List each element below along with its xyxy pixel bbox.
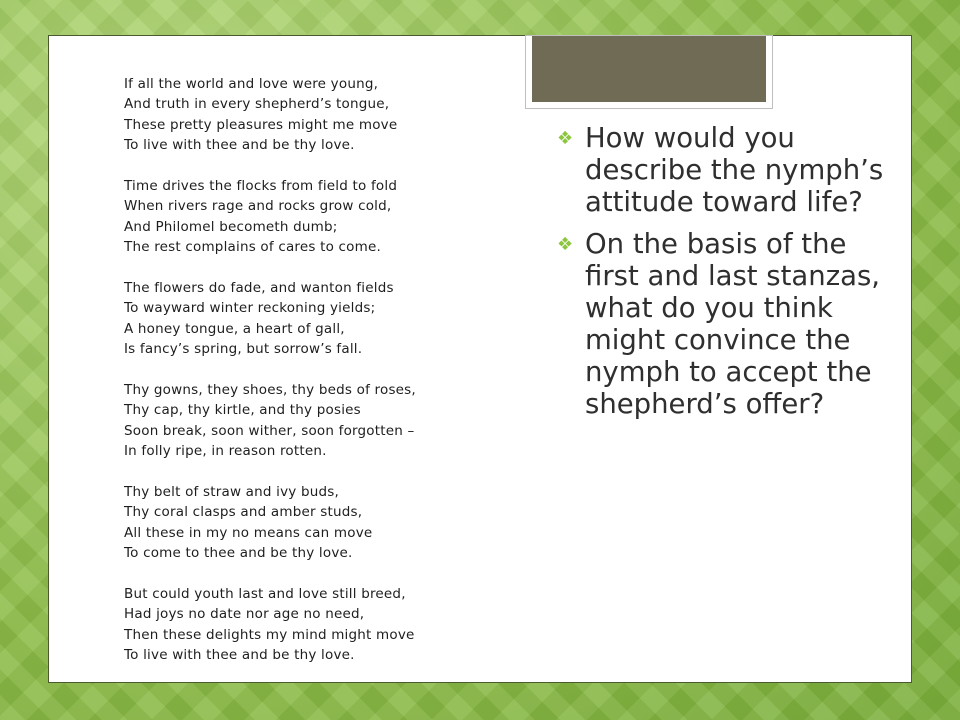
stanza [124,584,504,666]
poem-line: In folly ripe, in reason rotten. [124,443,327,460]
poem-line: Thy coral clasps and amber studs, [124,504,363,521]
poem-line: To live with thee and be thy love. [124,137,355,154]
stanza [124,482,504,564]
title-tab [526,36,772,108]
poem-line: All these in my no means can move [124,524,373,541]
slide [48,35,912,683]
poem-line: Is fancy’s spring, but sorrow’s fall. [124,341,363,358]
leaf-bullet-icon: ❖ [557,234,574,255]
question-item [557,122,887,218]
poem-line: If all the world and love were young, [124,76,379,92]
poem-line: Thy gowns, they shoes, thy beds of roses, [124,382,416,399]
poem-line: A honey tongue, a heart of gall, [124,320,345,337]
poem-line: These pretty pleasures might me move [124,116,398,133]
poem-line: To come to thee and be thy love. [124,545,353,562]
poem-line: Had joys no date nor age no need, [124,606,365,623]
poem-line: When rivers rage and rocks grow cold, [124,198,392,215]
stanza [124,74,504,156]
poem-line: Thy belt of straw and ivy buds, [124,484,340,501]
poem-line: The rest complains of cares to come. [124,239,381,256]
poem-line: To live with thee and be thy love. [124,647,355,664]
stanza [124,176,504,258]
question-text: How would you describe the nymph’s attitude toward life? [585,122,884,218]
question-item [557,228,887,420]
leaf-bullet-icon: ❖ [557,128,574,149]
poem-text [124,74,504,686]
poem-line: Time drives the flocks from field to fold [124,178,398,195]
poem-line: To wayward winter reckoning yields; [124,300,376,317]
poem-line: Thy cap, thy kirtle, and thy posies [124,402,361,419]
poem-line: Soon break, soon wither, soon forgotten – [124,422,415,439]
question-list [557,122,887,430]
poem-line: And truth in every shepherd’s tongue, [124,96,390,113]
poem-line: But could youth last and love still breed, [124,586,406,603]
poem-line: The flowers do fade, and wanton fields [124,280,394,297]
stanza [124,380,504,462]
question-text: On the basis of the first and last stanzas, what do you think might convince the nymph to accept the shepherd’s offer? [585,228,881,420]
poem-line: And Philomel becometh dumb; [124,218,338,235]
stanza [124,278,504,360]
poem-line: Then these delights my mind might move [124,626,415,643]
